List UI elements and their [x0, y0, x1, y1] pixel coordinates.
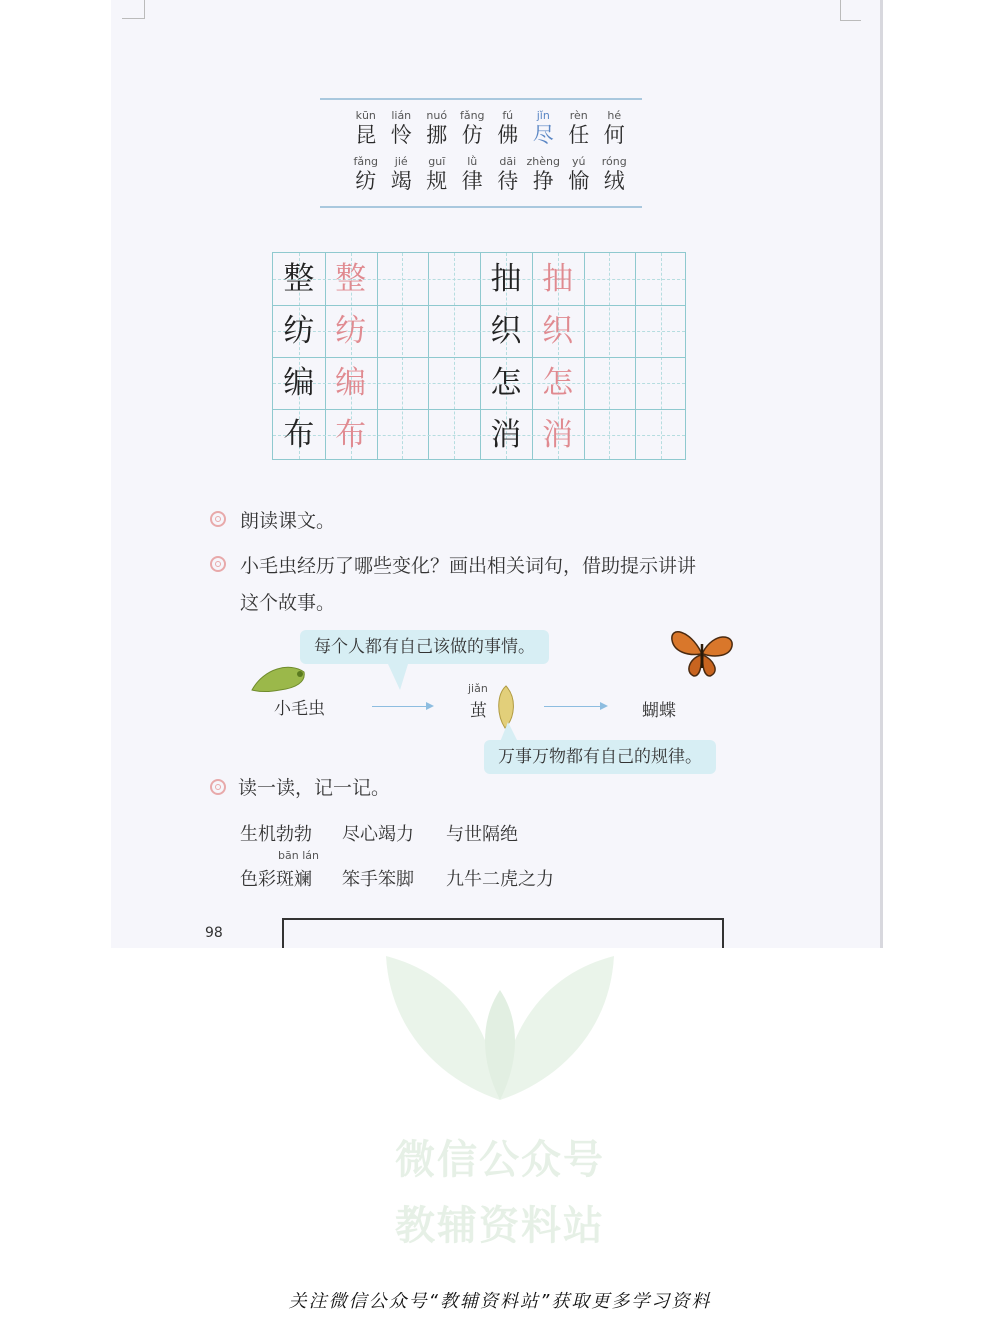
word: 与世隔绝	[446, 824, 518, 845]
char-cell-highlighted	[526, 108, 562, 147]
trace-character: 织	[542, 313, 574, 349]
pinyin: fǎng	[353, 155, 379, 168]
char-cell	[561, 108, 597, 147]
pinyin: guī	[428, 155, 446, 168]
pinyin: lǜ	[467, 155, 478, 168]
grid-line	[428, 253, 429, 459]
char-cell	[348, 154, 384, 193]
pinyin: rèn	[569, 109, 588, 122]
word: 尽心竭力	[342, 824, 414, 845]
grid-guide-line	[661, 253, 662, 459]
trace-character: 编	[335, 365, 367, 401]
stage-butterfly: 蝴蝶	[642, 701, 676, 721]
trace-character: 抽	[542, 261, 574, 297]
pinyin: zhèng	[526, 155, 560, 168]
pinyin: hé	[607, 109, 622, 122]
grid-line	[635, 253, 636, 459]
pinyin: kūn	[355, 109, 376, 122]
new-characters-row-2	[348, 154, 632, 193]
stage-cocoon-pinyin: jiǎn	[468, 682, 488, 695]
hanzi: 怜	[390, 123, 412, 147]
word-pinyin: bān lán	[278, 849, 319, 862]
exercise-2-line-2: 这个故事。	[240, 592, 336, 614]
page-number: 98	[205, 925, 223, 941]
grid-guide-line	[609, 253, 610, 459]
word: 笨手笨脚	[342, 869, 414, 890]
hanzi: 绒	[603, 169, 625, 193]
char-cell	[490, 108, 526, 147]
grid-guide-line	[454, 253, 455, 459]
char-cell	[597, 154, 633, 193]
exercise-3-icon	[210, 779, 226, 795]
hanzi: 规	[426, 169, 448, 193]
pinyin: jǐn	[536, 109, 550, 122]
hint-bubble-bottom: 万事万物都有自己的规律。	[484, 740, 716, 774]
char-cell	[384, 154, 420, 193]
grid-line	[377, 253, 378, 459]
word: 生机勃勃	[240, 824, 312, 845]
bubble-tail	[500, 722, 518, 742]
trace-character: 布	[335, 417, 367, 453]
hanzi: 愉	[568, 169, 590, 193]
hanzi: 待	[497, 169, 519, 193]
new-characters-box	[320, 98, 642, 208]
watermark-line-2: 教辅资料站	[395, 1203, 605, 1249]
char-cell	[455, 154, 491, 193]
trace-character: 整	[335, 261, 367, 297]
footer-note: 关注微信公众号“教辅资料站”获取更多学习资料	[288, 1291, 712, 1312]
word: 色彩斑斓	[240, 869, 312, 890]
stage-caterpillar: 小毛虫	[274, 699, 325, 719]
hanzi: 挣	[532, 169, 554, 193]
exercise-3: 读一读，记一记。	[238, 777, 391, 799]
next-section-box	[282, 918, 724, 948]
char-cell	[384, 108, 420, 147]
new-characters-row-1	[348, 108, 632, 147]
grid-line	[584, 253, 585, 459]
hanzi: 仿	[461, 123, 483, 147]
hanzi: 佛	[497, 123, 519, 147]
pinyin: yú	[572, 155, 586, 168]
model-character: 消	[490, 417, 522, 453]
hanzi: 律	[461, 169, 483, 193]
model-character: 整	[283, 261, 315, 297]
hanzi: 尽	[532, 123, 554, 147]
arrow-right	[544, 706, 606, 707]
crop-mark-top-right	[840, 0, 861, 21]
crop-mark-top-left	[122, 0, 145, 19]
hanzi: 挪	[426, 123, 448, 147]
hanzi: 竭	[390, 169, 412, 193]
stage-cocoon: 茧	[470, 701, 487, 721]
hanzi: 任	[568, 123, 590, 147]
word-row-1	[240, 820, 518, 846]
arrow-right	[372, 706, 432, 707]
model-character: 抽	[490, 261, 522, 297]
char-cell	[419, 108, 455, 147]
word-row-2	[240, 865, 554, 891]
watermark-logo-icon	[380, 950, 620, 1110]
char-cell	[561, 154, 597, 193]
butterfly-icon	[668, 626, 736, 682]
hanzi: 昆	[355, 123, 377, 147]
pinyin: jié	[394, 155, 408, 168]
pinyin: róng	[601, 155, 627, 168]
trace-character: 纺	[335, 313, 367, 349]
exercise-2-icon	[210, 556, 226, 572]
hanzi: 何	[603, 123, 625, 147]
char-cell	[419, 154, 455, 193]
writing-practice-grid	[272, 252, 686, 460]
exercise-2-line-1: 小毛虫经历了哪些变化？画出相关词句，借助提示讲讲	[240, 555, 697, 577]
page-edge	[880, 0, 883, 948]
pinyin: dāi	[499, 155, 517, 168]
hint-bubble-top: 每个人都有自己该做的事情。	[300, 630, 549, 664]
pinyin: fú	[502, 109, 514, 122]
model-character: 布	[283, 417, 315, 453]
exercise-1-icon	[210, 511, 226, 527]
trace-character: 消	[542, 417, 574, 453]
char-cell	[455, 108, 491, 147]
char-cell	[348, 108, 384, 147]
model-character: 怎	[490, 365, 522, 401]
bubble-tail	[388, 664, 408, 690]
pinyin: fǎng	[459, 109, 485, 122]
trace-character: 怎	[542, 365, 574, 401]
pinyin: nuó	[426, 109, 448, 122]
watermark-line-1: 微信公众号	[395, 1137, 605, 1183]
exercise-1: 朗读课文。	[240, 510, 336, 532]
pinyin: lián	[391, 109, 412, 122]
model-character: 纺	[283, 313, 315, 349]
char-cell	[597, 108, 633, 147]
caterpillar-icon	[250, 664, 308, 696]
model-character: 编	[283, 365, 315, 401]
char-cell	[526, 154, 562, 193]
model-character: 织	[490, 313, 522, 349]
char-cell	[490, 154, 526, 193]
grid-guide-line	[402, 253, 403, 459]
hanzi: 纺	[355, 169, 377, 193]
word: 九牛二虎之力	[446, 869, 554, 890]
